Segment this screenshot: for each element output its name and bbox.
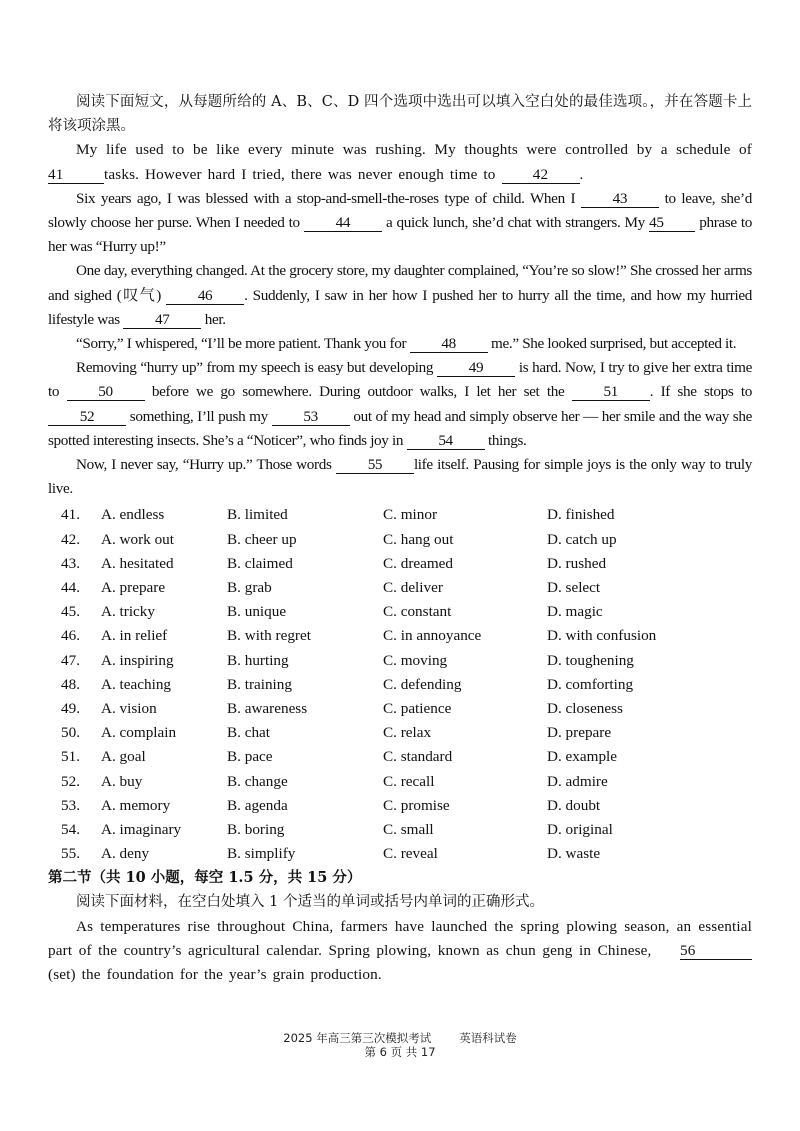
text: Now, I never say, “Hurry up.” Those words — [76, 456, 336, 474]
passage-paragraph-1 — [48, 138, 752, 186]
option-a: A. hesitated — [101, 554, 174, 572]
text: tasks. However hard I tried, there was never enough time to — [104, 165, 502, 183]
blank-number: 46 — [197, 286, 213, 304]
option-row — [48, 721, 752, 745]
question-number: 48. — [61, 675, 80, 693]
text: out of my head and simply observe her — her smile and the way she spotted interesting insects. She’s a “Noticer”, who finds joy in — [48, 407, 752, 449]
question-number: 53. — [61, 796, 80, 814]
option-a: A. deny — [101, 845, 150, 863]
option-d: D. catch up — [547, 530, 617, 548]
option-a: A. memory — [101, 796, 171, 814]
blank-51 — [572, 383, 650, 401]
text: life itself. Pausing for simple joys is the only way to truly live. — [48, 456, 752, 498]
option-b: B. unique — [227, 603, 287, 621]
option-b: B. boring — [227, 820, 285, 838]
option-d: D. example — [547, 748, 618, 766]
text: phrase to her was “Hurry up!” — [48, 214, 753, 256]
text: before we go somewhere. During outdoor walks, I let her set the — [144, 383, 572, 401]
question-number: 51. — [61, 748, 80, 766]
option-row — [48, 649, 752, 673]
question-number: 54. — [61, 820, 80, 838]
blank-number: 44 — [335, 214, 351, 232]
option-row — [48, 624, 752, 648]
option-d: D. select — [547, 579, 601, 597]
passage-paragraph-3 — [48, 259, 752, 332]
option-row — [48, 503, 752, 527]
text: Removing “hurry up” from my speech is easy but developing — [76, 359, 437, 377]
blank-50 — [67, 383, 145, 401]
option-c: C. small — [383, 820, 434, 838]
option-c: C. hang out — [383, 530, 454, 548]
blank-52 — [48, 408, 126, 426]
blank-42 — [502, 166, 580, 184]
option-a: A. goal — [101, 748, 146, 766]
option-c: C. patience — [383, 699, 452, 717]
option-a: A. buy — [101, 772, 143, 790]
text: Six years ago, I was blessed with a stop-and-smell-the-roses type of child. When I — [76, 189, 581, 207]
option-c: C. deliver — [383, 579, 443, 597]
question-number: 41. — [61, 506, 80, 524]
option-c: C. constant — [383, 603, 452, 621]
text: a quick lunch, she’d chat with strangers. My — [381, 214, 650, 232]
option-row — [48, 818, 752, 842]
option-d: D. with confusion — [547, 627, 657, 645]
option-a: A. imaginary — [101, 820, 182, 838]
option-b: B. chat — [227, 724, 271, 742]
option-d: D. closeness — [547, 699, 623, 717]
option-c: C. recall — [383, 772, 435, 790]
option-b: B. simplify — [227, 845, 296, 863]
option-a: A. inspiring — [101, 651, 174, 669]
blank-48 — [410, 335, 488, 353]
blank-54 — [407, 432, 485, 450]
blank-55 — [336, 456, 414, 474]
blank-53 — [272, 408, 350, 426]
option-b: B. grab — [227, 579, 272, 597]
option-d: D. doubt — [547, 796, 601, 814]
option-d: D. prepare — [547, 724, 612, 742]
blank-47 — [123, 311, 201, 329]
option-a: A. prepare — [101, 579, 166, 597]
passage-paragraph-6 — [48, 453, 752, 501]
option-d: D. finished — [547, 506, 615, 524]
option-c: C. minor — [383, 506, 438, 524]
blank-number: 53 — [303, 407, 318, 425]
blank-number: 43 — [612, 189, 628, 207]
section2-paragraph-1 — [48, 915, 752, 988]
footer-title-line — [0, 1031, 800, 1045]
question-number: 50. — [61, 724, 80, 742]
option-b: B. agenda — [227, 796, 288, 814]
option-a: A. tricky — [101, 603, 155, 621]
blank-45 — [649, 214, 695, 232]
blank-43 — [581, 190, 659, 208]
option-b: B. pace — [227, 748, 273, 766]
option-b: B. change — [227, 772, 288, 790]
blank-49 — [437, 359, 515, 377]
text: is hard. Now, I try to give her extra time to — [48, 359, 752, 401]
blank-number: 41 — [48, 165, 64, 183]
question-number: 42. — [61, 530, 80, 548]
page-number: 第 6 页 共 17 — [364, 1045, 436, 1059]
option-d: D. toughening — [547, 651, 634, 669]
option-a: A. complain — [101, 724, 177, 742]
blank-number: 45 — [649, 214, 664, 232]
option-c: C. relax — [383, 724, 432, 742]
question-number: 45. — [61, 603, 80, 621]
option-b: B. cheer up — [227, 530, 297, 548]
option-c: C. promise — [383, 796, 450, 814]
option-row — [48, 770, 752, 794]
passage-paragraph-2 — [48, 187, 752, 260]
passage-paragraph-5 — [48, 356, 752, 453]
blank-number: 54 — [438, 431, 453, 449]
passage-paragraph-4 — [48, 332, 752, 356]
option-b: B. awareness — [227, 699, 308, 717]
option-row — [48, 528, 752, 552]
exam-subject: 英语科试卷 — [459, 1031, 517, 1045]
question-number: 52. — [61, 772, 80, 790]
text: things. — [484, 431, 527, 449]
text: One day, everything changed. At the grocery store, my daughter complained, “You’re so slow!” She crossed her arms and sighed (叹气) — [48, 262, 752, 304]
option-a: A. work out — [101, 530, 174, 548]
option-a: A. endless — [101, 506, 165, 524]
section1-instructions: 阅读下面短文，从每题所给的 A、B、C、D 四个选项中选出可以填入空白处的最佳选项。，并在答题卡上将该项涂黑。 — [48, 94, 752, 135]
blank-56 — [680, 942, 752, 960]
option-d: D. magic — [547, 603, 603, 621]
option-row — [48, 697, 752, 721]
blank-46 — [166, 287, 244, 305]
option-d: D. admire — [547, 772, 608, 790]
text: to leave, she’d slowly choose her purse. When I needed to — [48, 189, 753, 232]
exam-page — [48, 90, 752, 987]
blank-number: 42 — [532, 165, 549, 183]
option-b: B. training — [227, 675, 292, 693]
question-number: 43. — [61, 554, 80, 572]
option-c: C. dreamed — [383, 554, 454, 572]
text: “Sorry,” I whispered, “I’ll be more patient. Thank you for — [76, 335, 410, 353]
blank-number: 49 — [468, 359, 484, 377]
option-c: C. in annoyance — [383, 627, 482, 645]
option-c: C. reveal — [383, 845, 438, 863]
text: As temperatures rise throughout China, farmers have launched the spring plowing season, an essential part of the country’s agricultural calendar. Spring plowing, known as chun geng in Chinese, — [48, 917, 752, 959]
blank-number: 55 — [367, 456, 383, 474]
text: (set) the foundation for the year’s grain production. — [48, 966, 382, 984]
option-row — [48, 745, 752, 769]
option-row — [48, 576, 752, 600]
question-number: 46. — [61, 627, 80, 645]
text: . Suddenly, I saw in her how I pushed her to hurry all the time, and how my hurried lifestyle was — [48, 286, 752, 328]
option-d: D. rushed — [547, 554, 607, 572]
text: . If she stops to — [649, 383, 752, 401]
option-c: C. moving — [383, 651, 448, 669]
section2-instructions: 阅读下面材料，在空白处填入 1 个适当的单词或括号内单词的正确形式。 — [76, 894, 544, 911]
option-row — [48, 842, 752, 866]
option-a: A. vision — [101, 699, 157, 717]
question-number: 55. — [61, 845, 80, 863]
text: . — [579, 165, 584, 183]
option-d: D. waste — [547, 845, 601, 863]
text: something, I’ll push my — [126, 407, 272, 425]
blank-number: 52 — [79, 407, 95, 425]
section2-heading: 第二节（共 10 小题，每空 1.5 分，共 15 分） — [48, 869, 362, 887]
question-number: 49. — [61, 699, 80, 717]
option-b: B. limited — [227, 506, 288, 524]
blank-number: 56 — [680, 941, 696, 959]
option-d: D. comforting — [547, 675, 634, 693]
option-b: B. claimed — [227, 554, 293, 572]
text: My life used to be like every minute was rushing. My thoughts were controlled by a schedule of — [76, 141, 752, 159]
option-a: A. teaching — [101, 675, 172, 693]
page-footer — [0, 1031, 800, 1059]
option-b: B. hurting — [227, 651, 289, 669]
option-row — [48, 600, 752, 624]
option-c: C. defending — [383, 675, 462, 693]
blank-44 — [304, 214, 382, 232]
blank-number: 50 — [98, 383, 113, 401]
blank-number: 48 — [441, 335, 456, 353]
exam-title: 2025 年高三第三次模拟考试 — [283, 1031, 432, 1045]
blank-number: 51 — [603, 383, 618, 401]
blank-41 — [48, 166, 104, 184]
option-c: C. standard — [383, 748, 453, 766]
question-number: 47. — [61, 651, 80, 669]
answer-options-list — [48, 503, 752, 866]
question-number: 44. — [61, 579, 80, 597]
option-row — [48, 673, 752, 697]
option-a: A. in relief — [101, 627, 168, 645]
option-row — [48, 794, 752, 818]
blank-number: 47 — [155, 310, 170, 328]
text: me.” She looked surprised, but accepted it. — [487, 335, 737, 353]
option-row — [48, 552, 752, 576]
text: her. — [201, 310, 226, 328]
option-d: D. original — [547, 820, 613, 838]
option-b: B. with regret — [227, 627, 311, 645]
